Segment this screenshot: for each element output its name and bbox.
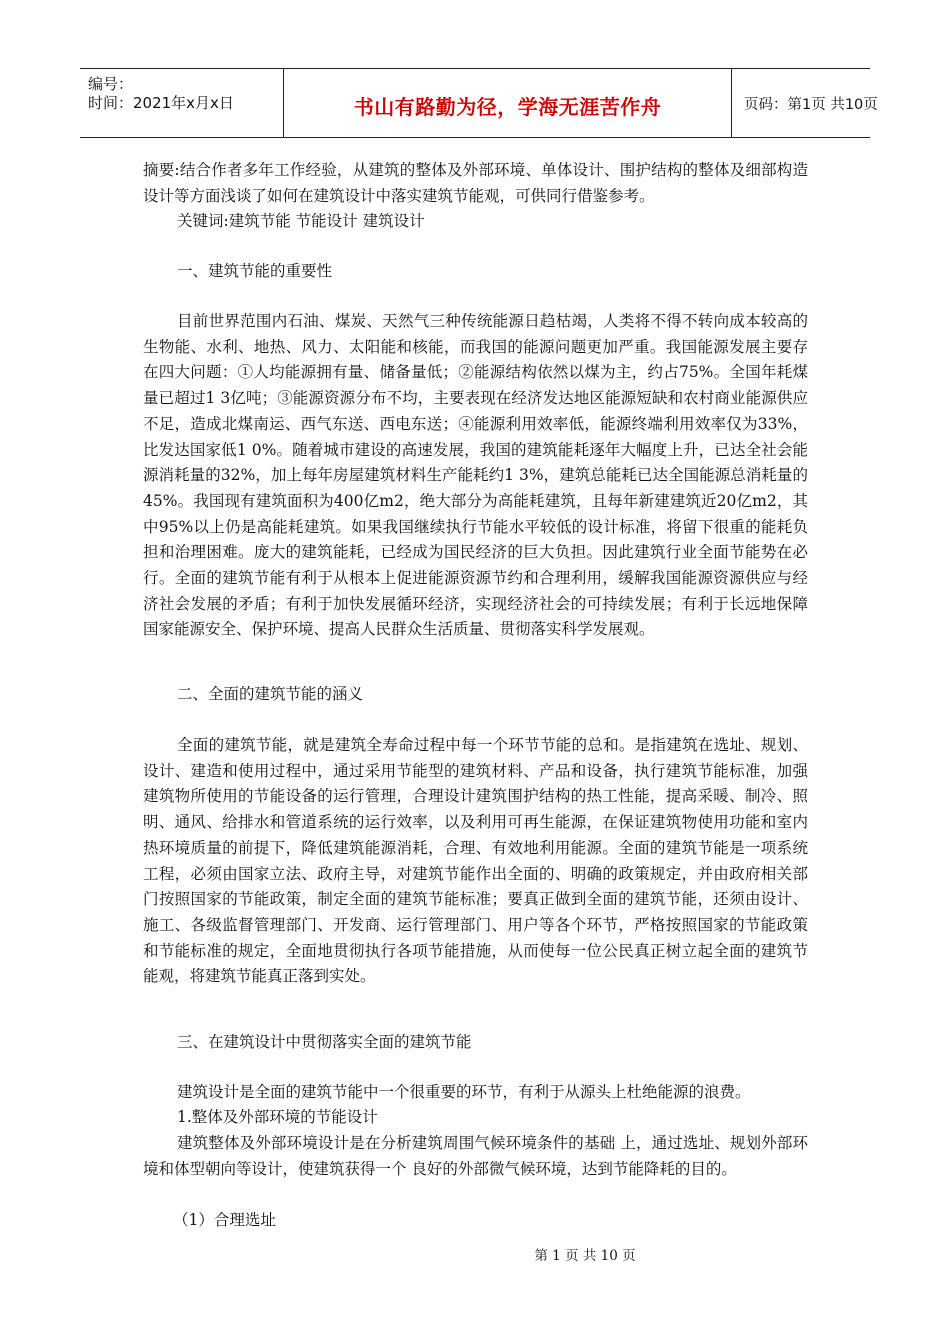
abstract: 摘要:结合作者多年工作经验，从建筑的整体及外部环境、单体设计、围护结构的整体及细部构造设计等方面浅谈了如何在建筑设计中落实建筑节能观，可供同行借鉴参考。 [143,161,808,205]
section-1-body: 目前世界范围内石油、煤炭、天然气三种传统能源日趋枯竭，人类将不得不转向成本较高的生物能、水利、地热、风力、太阳能和核能，而我国的能源问题更加严重。我国能源发展主要存在四大问题：①人均能源拥有量、储备量低；②能源结构依然以煤为主，约占75%。全国年耗煤量已超过1 3亿吨；③能源资源分布不均，主要表现在经济发达地区能源短缺和农村商业能源供应不足，造成北煤南运、西气东送、西电东送；④能源利用效率低，能源终端利用效率仅为33%，比发达国家低1 0%。随着城市建设的高速发展，我国的建筑能耗逐年大幅度上升，已达全社会能源消耗量的32%，加上每年房屋建筑材料生产能耗约1 3%，建筑总能耗已达全国能源总消耗量的45%。我国现有建筑面积为400亿m2，绝大部分为高能耗建筑，且每年新建建筑近20亿m2，其中95%以上仍是高能耗建筑。如果我国继续执行节能水平较低的设计标准，将留下很重的能耗负担和治理困难。庞大的建筑能耗，已经成为国民经济的巨大负担。因此建筑行业全面节能势在必行。全面的建筑节能有利于从根本上促进能源资源节约和合理利用，缓解我国能源资源供应与经济社会发展的矛盾；有利于加快发展循环经济，实现经济社会的可持续发展；有利于长远地保障国家能源安全、保护环境、提高人民群众生活质量、贯彻落实科学发展观。 [143,312,808,639]
header-motto: 书山有路勤为径，学海无涯苦作舟 [353,95,662,119]
header-meta-cell [80,69,284,137]
document-time-label: 时间：2021年x月x日 [88,94,234,112]
subsection-1-title: 1.整体及外部环境的节能设计 [177,1108,378,1126]
subsection-1-body: 建筑整体及外部环境设计是在分析建筑周围气候环境条件的基础 上，通过选址、规划外部环境和体型朝向等设计，使建筑获得一个 良好的外部微气候环境，达到节能降耗的目的。 [143,1134,808,1178]
document-number-label: 编号： [88,75,134,93]
section-3-title: 三、在建筑设计中贯彻落实全面的建筑节能 [177,1033,472,1051]
document-header [80,68,878,138]
header-page-cell [732,69,878,137]
section-2-body: 全面的建筑节能，就是建筑全寿命过程中每一个环节节能的总和。是指建筑在选址、规划、设计、建造和使用过程中，通过采用节能型的建筑材料、产品和设备，执行建筑节能标准，加强建筑物所使用的节能设备的运行管理，合理设计建筑围护结构的热工性能，提高采暖、制冷、照明、通风、给排水和管道系统的运行效率，以及利用可再生能源，在保证建筑物使用功能和室内热环境质量的前提下，降低建筑能源消耗，合理、有效地利用能源。全面的建筑节能是一项系统工程，必须由国家立法、政府主导，对建筑节能作出全面的、明确的政策规定，并由政府相关部门按照国家的节能政策，制定全面的建筑节能标准；要真正做到全面的建筑节能，还须由设计、施工、各级监督管理部门、开发商、运行管理部门、用户等各个环节，严格按照国家的节能政策和节能标准的规定，全面地贯彻执行各项节能措施，从而使每一位公民真正树立起全面的建筑节能观，将建筑节能真正落到实处。 [143,736,808,986]
section-2-title: 二、全面的建筑节能的涵义 [177,685,364,703]
keywords: 关键词:建筑节能 节能设计 建筑设计 [177,212,425,230]
header-page-info: 页码：第1页 共10页 [744,97,878,113]
section-1-title: 一、建筑节能的重要性 [177,262,333,280]
page-footer: 第 1 页 共 10 页 [534,1248,636,1264]
section-3-intro: 建筑设计是全面的建筑节能中一个很重要的环节，有利于从源头上杜绝能源的浪费。 [177,1083,751,1101]
header-motto-cell [284,69,732,137]
subsection-1-item-1: （1）合理选址 [173,1211,276,1229]
